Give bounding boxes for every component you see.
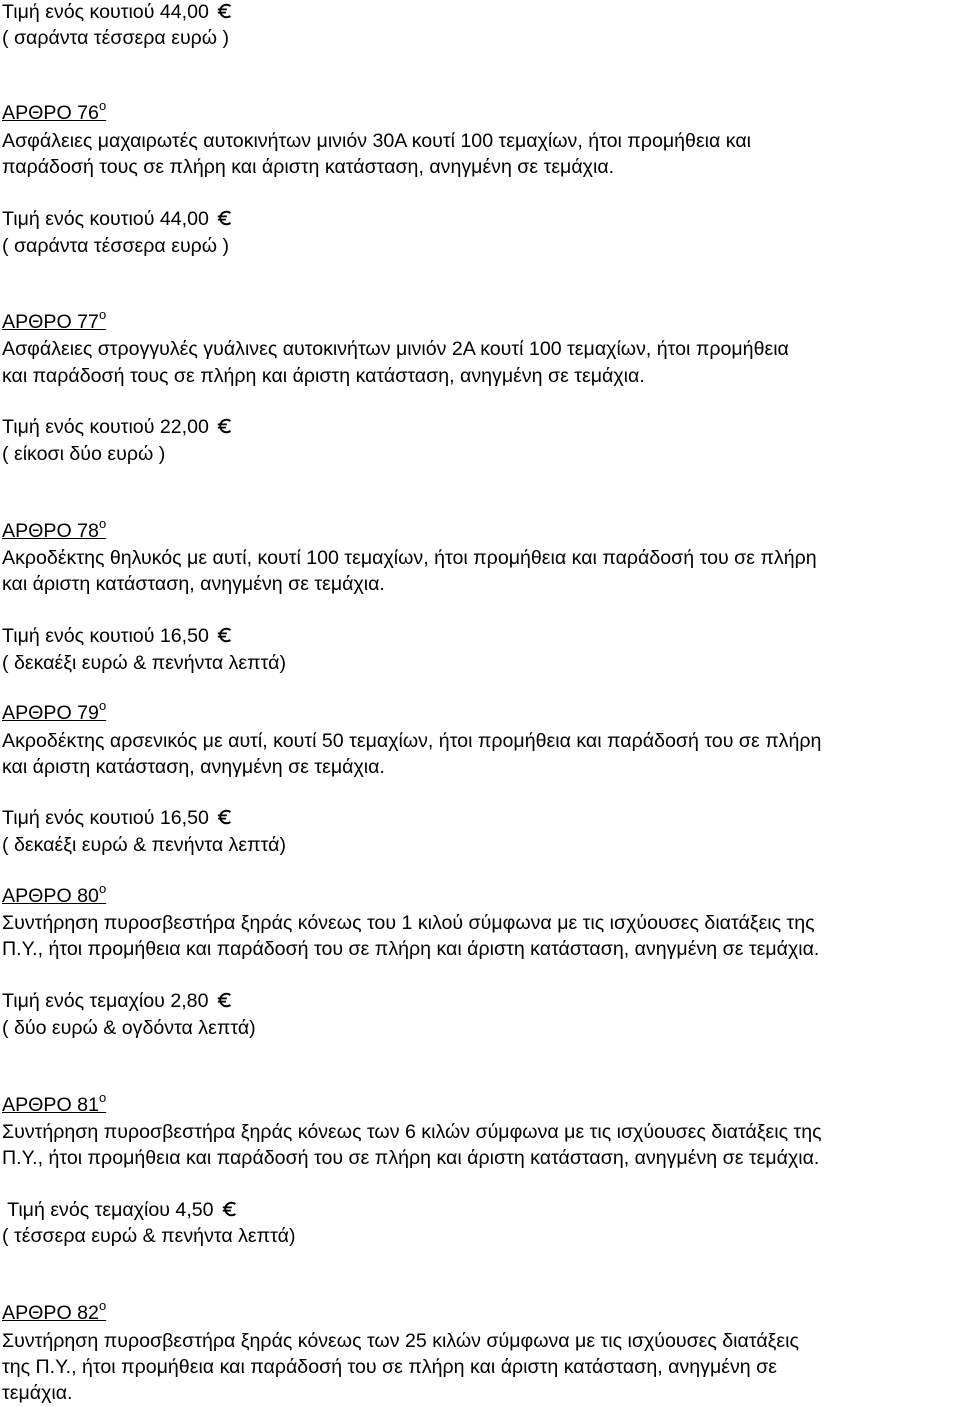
price-text: Τιμή ενός κουτιού 16,50 <box>2 625 209 647</box>
price-line <box>2 0 234 24</box>
euro-icon <box>221 1198 239 1222</box>
article-heading: ΑΡΘΡΟ $77^o$ <box>2 307 107 333</box>
article-description: Π.Υ., ήτοι προμήθεια και παράδοσή του σε πλήρη και άριστη κατάσταση, ανηγμένη σε τεμάχια. <box>2 938 820 960</box>
price-text: Τιμή ενός κουτιού 16,50 <box>2 807 209 829</box>
article-heading: ΑΡΘΡΟ $76^o$ <box>2 98 107 124</box>
article-description: Συντήρηση πυροσβεστήρα ξηράς κόνεως των 6 κιλών σύμφωνα με τις ισχύουσες διατάξεις της <box>2 1121 822 1143</box>
price-words: ( είκοσι δύο ευρώ ) <box>2 443 166 465</box>
article-description: Π.Υ., ήτοι προμήθεια και παράδοσή του σε πλήρη και άριστη κατάσταση, ανηγμένη σε τεμάχια. <box>2 1147 820 1169</box>
price-words: ( τέσσερα ευρώ & πενήντα λεπτά) <box>2 1225 296 1247</box>
article-description: της Π.Υ., ήτοι προμήθεια και παράδοσή του σε πλήρη και άριστη κατάσταση, ανηγμένη σε <box>2 1356 777 1378</box>
price-words: ( δεκαέξι ευρώ & πενήντα λεπτά) <box>2 652 286 674</box>
article-description: Συντήρηση πυροσβεστήρα ξηράς κόνεως των 25 κιλών σύμφωνα με τις ισχύουσες διατάξεις <box>2 1330 799 1352</box>
price-words: ( δύο ευρώ & ογδόντα λεπτά) <box>2 1017 256 1039</box>
price-line <box>2 1198 239 1222</box>
article-description: Ακροδέκτης θηλυκός με αυτί, κουτί 100 τεμαχίων, ήτοι προμήθεια και παράδοσή του σε πλήρη <box>2 547 817 569</box>
euro-icon <box>216 0 234 24</box>
article-heading: ΑΡΘΡΟ $81^o$ <box>2 1090 107 1116</box>
price-line <box>2 624 234 648</box>
article-heading: ΑΡΘΡΟ $82^o$ <box>2 1298 107 1324</box>
price-line <box>2 989 234 1013</box>
article-description: Συντήρηση πυροσβεστήρα ξηράς κόνεως του 1 κιλού σύμφωνα με τις ισχύουσες διατάξεις της <box>2 912 815 934</box>
article-description: Ακροδέκτης αρσενικός με αυτί, κουτί 50 τεμαχίων, ήτοι προμήθεια και παράδοσή του σε πλήρη <box>2 730 822 752</box>
price-text: Τιμή ενός κουτιού 44,00 <box>2 208 209 230</box>
article-description: τεμάχια. <box>2 1382 73 1404</box>
article-heading: ΑΡΘΡΟ $80^o$ <box>2 881 107 907</box>
price-text: Τιμή ενός τεμαχίου 4,50 <box>2 1199 214 1221</box>
article-description: παράδοσή τους σε πλήρη και άριστη κατάσταση, ανηγμένη σε τεμάχια. <box>2 156 615 178</box>
euro-icon <box>216 624 234 648</box>
price-line <box>2 806 234 830</box>
price-words: ( σαράντα τέσσερα ευρώ ) <box>2 27 230 49</box>
article-description: Ασφάλειες στρογγυλές γυάλινες αυτοκινήτων μινιόν 2Α κουτί 100 τεμαχίων, ήτοι προμήθεια <box>2 338 789 360</box>
price-text: Τιμή ενός κουτιού 44,00 <box>2 1 209 23</box>
article-description: Ασφάλειες μαχαιρωτές αυτοκινήτων μινιόν 30Α κουτί 100 τεμαχίων, ήτοι προμήθεια και <box>2 130 752 152</box>
article-description: και παράδοσή τους σε πλήρη και άριστη κατάσταση, ανηγμένη σε τεμάχια. <box>2 365 645 387</box>
article-heading: ΑΡΘΡΟ $79^o$ <box>2 698 107 724</box>
article-heading: ΑΡΘΡΟ $78^o$ <box>2 516 107 542</box>
euro-icon <box>216 989 234 1013</box>
price-line <box>2 415 234 439</box>
price-words: ( δεκαέξι ευρώ & πενήντα λεπτά) <box>2 834 286 856</box>
price-text: Τιμή ενός κουτιού 22,00 <box>2 416 209 438</box>
euro-icon <box>216 207 234 231</box>
euro-icon <box>216 806 234 830</box>
article-description: και άριστη κατάσταση, ανηγμένη σε τεμάχια. <box>2 573 385 595</box>
euro-icon <box>216 415 234 439</box>
price-text: Τιμή ενός τεμαχίου 2,80 <box>2 990 209 1012</box>
price-line <box>2 207 234 231</box>
price-words: ( σαράντα τέσσερα ευρώ ) <box>2 235 230 257</box>
article-description: και άριστη κατάσταση, ανηγμένη σε τεμάχια. <box>2 756 385 778</box>
